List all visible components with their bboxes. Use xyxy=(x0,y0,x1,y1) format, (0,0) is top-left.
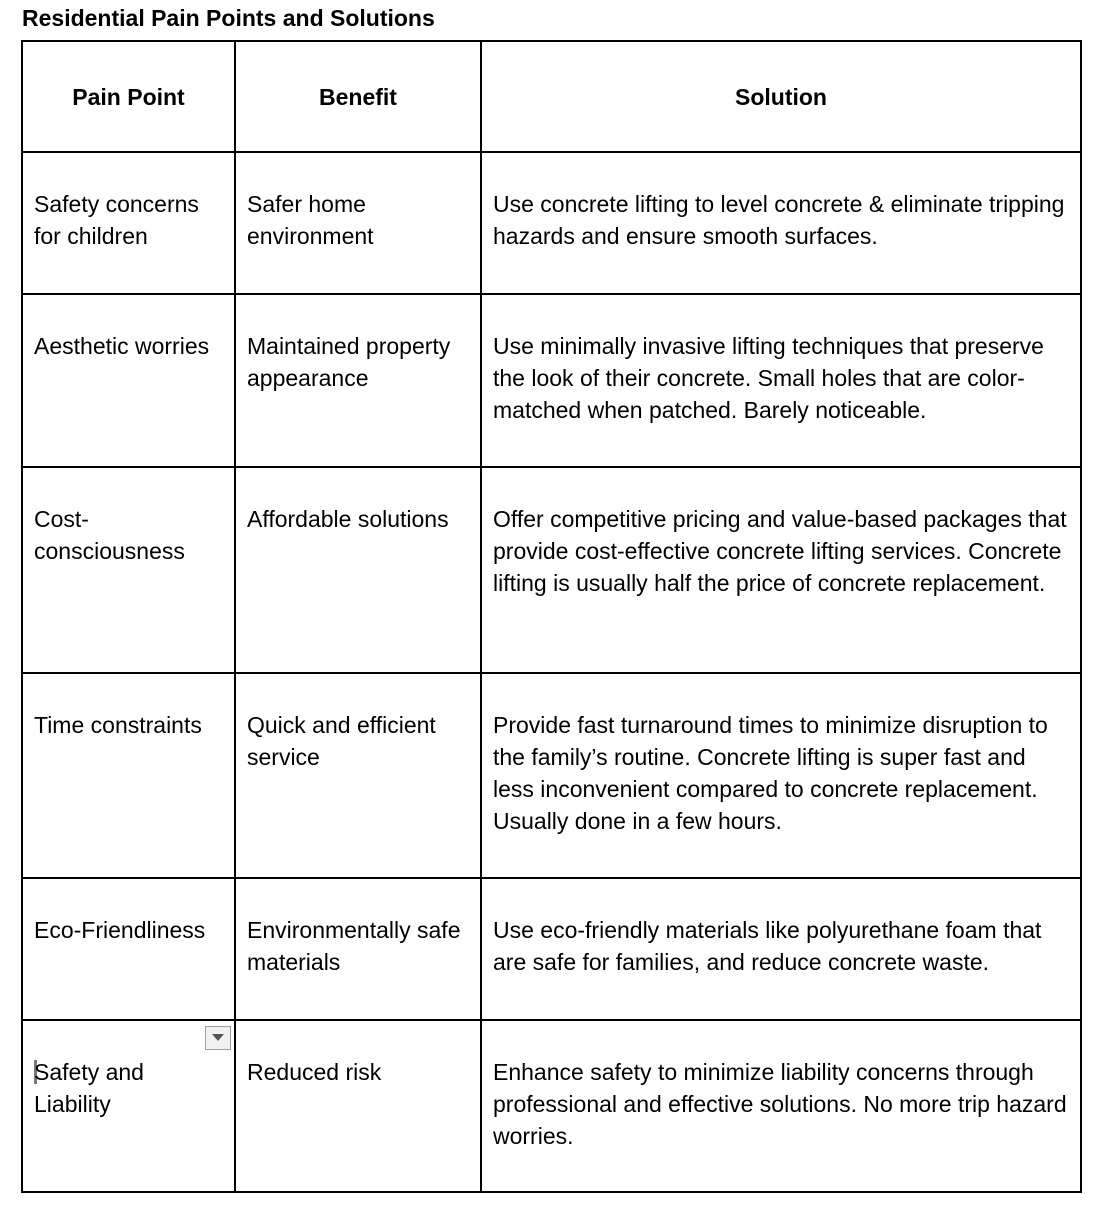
solution-cell[interactable] xyxy=(481,878,1081,1020)
benefit-text: Affordable solutions xyxy=(247,506,449,532)
pain-point-text: Cost-consciousness xyxy=(34,506,185,564)
table-row xyxy=(22,878,1081,1020)
benefit-text: Environmentally safe materials xyxy=(247,917,461,975)
solution-text: Use minimally invasive lifting techniques that preserve the look of their concrete. Small holes that are color-matched when patched. Barely noticeable. xyxy=(493,333,1044,423)
pain-point-cell[interactable] xyxy=(22,878,235,1020)
benefit-cell[interactable] xyxy=(235,152,481,294)
pain-point-cell[interactable] xyxy=(22,152,235,294)
column-header-solution: Solution xyxy=(481,41,1081,152)
column-header-pain-point: Pain Point xyxy=(22,41,235,152)
benefit-cell[interactable] xyxy=(235,294,481,467)
solution-text: Offer competitive pricing and value-based packages that provide cost-effective concrete lifting services. Concrete lifting is usually half the price of concrete replacement. xyxy=(493,506,1067,596)
benefit-text: Maintained property appearance xyxy=(247,333,451,391)
table-row xyxy=(22,294,1081,467)
pain-point-cell[interactable] xyxy=(22,467,235,673)
page-title: Residential Pain Points and Solutions xyxy=(22,5,435,31)
pain-point-text: Aesthetic worries xyxy=(34,333,210,359)
benefit-cell[interactable] xyxy=(235,467,481,673)
benefit-text: Safer home environment xyxy=(247,191,374,249)
benefit-text: Quick and efficient service xyxy=(247,712,436,770)
solution-cell[interactable] xyxy=(481,1020,1081,1192)
pain-points-table xyxy=(21,40,1082,1193)
benefit-cell[interactable] xyxy=(235,673,481,878)
benefit-cell[interactable] xyxy=(235,878,481,1020)
pain-point-cell[interactable] xyxy=(22,294,235,467)
solution-cell[interactable] xyxy=(481,673,1081,878)
pain-point-text: Time constraints xyxy=(34,712,202,738)
table-header-row xyxy=(22,41,1081,152)
solution-text: Use eco-friendly materials like polyurethane foam that are safe for families, and reduce concrete waste. xyxy=(493,917,1042,975)
table-row xyxy=(22,467,1081,673)
chevron-down-icon xyxy=(212,1034,224,1041)
column-header-benefit: Benefit xyxy=(235,41,481,152)
cell-dropdown-button[interactable] xyxy=(205,1026,231,1050)
benefit-text: Reduced risk xyxy=(247,1059,382,1085)
solution-cell[interactable] xyxy=(481,294,1081,467)
solution-cell[interactable] xyxy=(481,467,1081,673)
solution-text: Provide fast turnaround times to minimize disruption to the family’s routine. Concrete lifting is super fast and less inconvenient compared to concrete replacement. Usually done in a few hours. xyxy=(493,712,1048,834)
solution-text: Use concrete lifting to level concrete & eliminate tripping hazards and ensure smooth surfaces. xyxy=(493,191,1065,249)
solution-text: Enhance safety to minimize liability concerns through professional and effective solutions. No more trip hazard worries. xyxy=(493,1059,1067,1149)
table-row xyxy=(22,152,1081,294)
table-row xyxy=(22,673,1081,878)
solution-cell[interactable] xyxy=(481,152,1081,294)
pain-point-text: Safety and Liability xyxy=(34,1059,144,1117)
pain-point-cell[interactable] xyxy=(22,673,235,878)
pain-point-text: Safety concerns for children xyxy=(34,191,199,249)
benefit-cell[interactable] xyxy=(235,1020,481,1192)
pain-point-text: Eco-Friendliness xyxy=(34,917,206,943)
table-row xyxy=(22,1020,1081,1192)
pain-point-cell[interactable] xyxy=(22,1020,235,1192)
